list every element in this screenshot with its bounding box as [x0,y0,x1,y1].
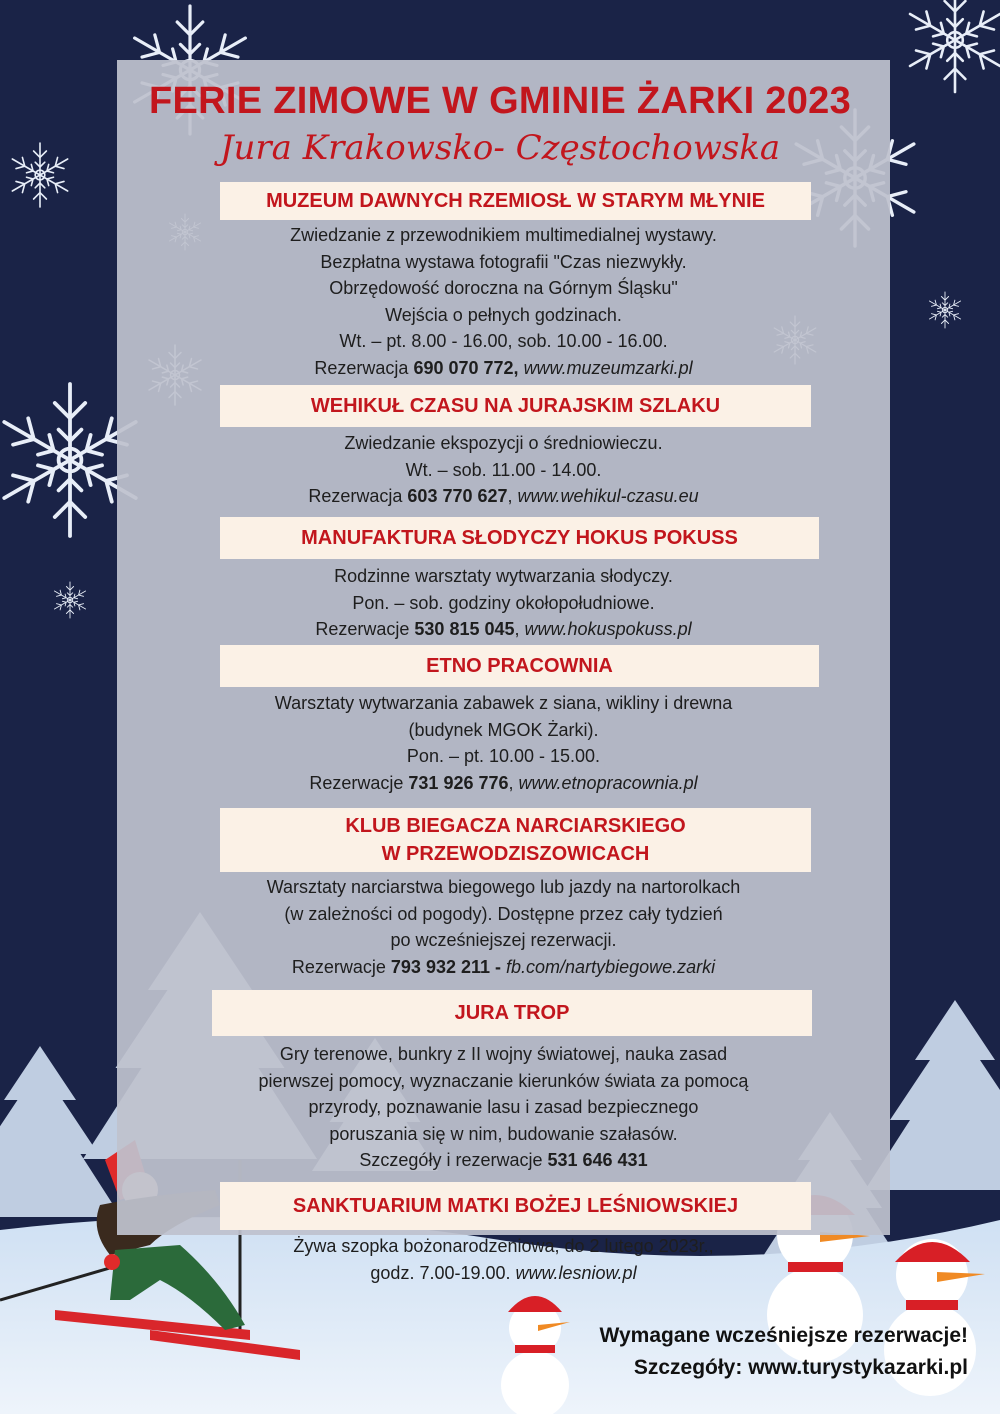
website-link[interactable]: www.wehikul-czasu.eu [517,486,699,506]
section-heading-line: W PRZEWODZISZOWICACH [381,843,650,865]
section-body [117,1233,890,1286]
separator: , [507,486,518,506]
section-heading: WEHIKUŁ CZASU NA JURAJSKIM SZLAKU [220,385,811,427]
section-body [117,222,890,381]
section-line: (w zależności od pogody). Dostępne przez cały tydzień [284,903,723,924]
booking-label: Rezerwacje [309,772,409,793]
snowflake-icon [929,292,960,328]
section-heading [220,808,811,872]
section-heading: SANKTUARIUM MATKI BOŻEJ LEŚNIOWSKIEJ [220,1182,811,1230]
section-line: pierwszej pomocy, wyznaczanie kierunków świata za pomocą [258,1070,749,1091]
website-link[interactable]: www.etnopracownia.pl [518,772,698,793]
hours-text: godz. 7.00-19.00. [370,1262,516,1283]
page-subtitle: Jura Krakowsko- Częstochowska [219,128,781,168]
website-link[interactable]: www.lesniow.pl [515,1262,637,1283]
phone-number[interactable]: 530 815 045 [414,619,515,639]
section-line: Warsztaty wytwarzania zabawek z siana, wikliny i drewna [274,693,733,713]
booking-label: Rezerwacje [315,619,415,639]
section-line: Zwiedzanie z przewodnikiem multimedialnej wystawy. [290,225,717,245]
section-body [117,874,890,980]
booking-label: Rezerwacja [314,357,414,378]
section-heading: MANUFAKTURA SŁODYCZY HOKUS POKUSS [220,517,819,559]
booking-line [117,483,890,510]
section-line: Obrzędowość doroczna na Górnym Śląsku" [329,278,678,298]
phone-number[interactable]: 731 926 776 [408,772,509,793]
section-body [117,690,890,796]
footer-note: Wymagane wcześniejsze rezerwacje! [599,1324,968,1347]
separator: , [514,619,525,639]
booking-label: Rezerwacje [291,956,391,977]
section-line: Wt. – pt. 8.00 - 16.00, sob. 10.00 - 16.00. [339,331,668,351]
section-line: po wcześniejszej rezerwacji. [390,930,617,950]
section-heading: ETNO PRACOWNIA [220,645,819,687]
snowflake-icon [54,582,85,618]
section-line: Zwiedzanie ekspozycji o średniowieczu. [344,433,663,453]
phone-number[interactable]: 603 770 627 [407,486,508,506]
section-line: przyrody, poznawanie lasu i zasad bezpiecznego [308,1097,699,1117]
section-heading: JURA TROP [212,990,812,1036]
website-link[interactable]: www.muzeumzarki.pl [523,357,693,378]
booking-line [117,1147,890,1174]
section-line: Gry terenowe, bunkry z II wojny światowej, nauka zasad [279,1044,728,1064]
section-line: Rodzinne warsztaty wytwarzania słodyczy. [334,566,673,586]
phone-number[interactable]: 531 646 431 [547,1150,648,1170]
booking-line [117,1260,890,1287]
section-heading: MUZEUM DAWNYCH RZEMIOSŁ W STARYM MŁYNIE [220,182,811,220]
section-line: Warsztaty narciarstwa biegowego lub jazdy na nartorolkach [266,877,741,897]
section-line: (budynek MGOK Żarki). [408,719,599,740]
section-heading-line: KLUB BIEGACZA NARCIARSKIEGO [345,815,686,837]
section-line: Żywa szopka bożonarodzeniowa, do 2 lutego 2023r., [293,1236,714,1256]
section-line: Pon. – pt. 10.00 - 15.00. [406,746,601,766]
section-line: Wt. – sob. 11.00 - 14.00. [405,459,602,480]
page-title: FERIE ZIMOWE W GMINIE ŻARKI 2023 [148,80,852,122]
section-line: Wejścia o pełnych godzinach. [385,304,622,325]
section-line: poruszania się w nim, budowanie szałasów. [329,1123,678,1144]
section-line: Pon. – sob. godziny okołopołudniowe. [352,592,655,613]
separator: , [508,772,519,793]
section-line: Bezpłatna wystawa fotografii "Czas niezwykły. [320,251,687,272]
booking-line [117,954,890,981]
phone-number[interactable]: 793 932 211 - [390,956,502,977]
footer-website[interactable]: Szczegóły: www.turystykazarki.pl [633,1356,968,1379]
snowflake-icon [910,0,1000,92]
section-body [117,430,890,510]
booking-line [117,770,890,797]
website-link[interactable]: www.hokuspokuss.pl [524,619,692,639]
booking-label: Rezerwacja [308,486,408,506]
booking-label: Szczegóły i rezerwacje [359,1150,548,1170]
booking-line [117,355,890,382]
booking-line [117,616,890,643]
phone-number[interactable]: 690 070 772, [413,357,519,378]
section-body [117,563,890,643]
section-body [117,1041,890,1174]
website-link[interactable]: fb.com/nartybiegowe.zarki [506,956,716,977]
